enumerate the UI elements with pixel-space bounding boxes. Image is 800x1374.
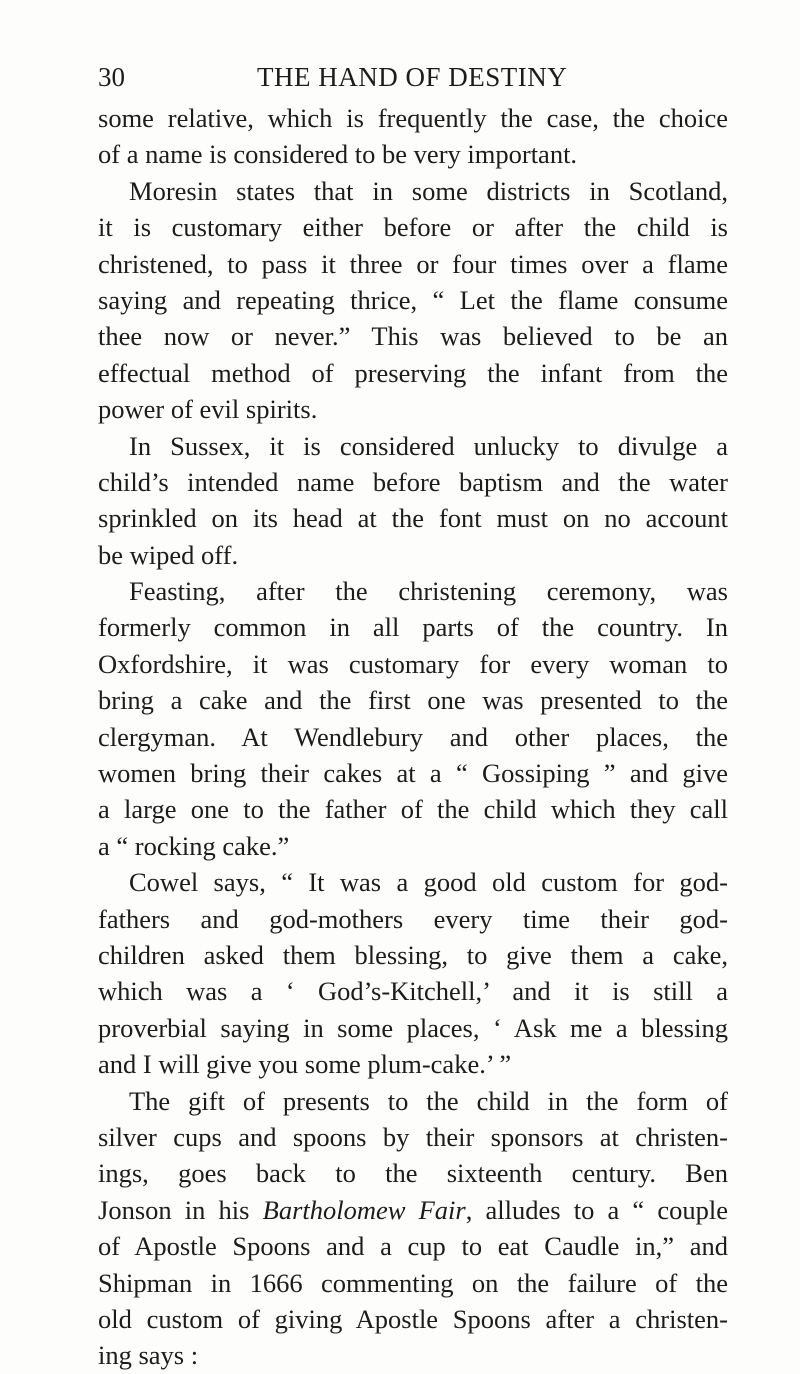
text-line: bring a cake and the first one was presented to the (98, 685, 728, 716)
page-number: 30 (98, 62, 125, 92)
text-line: some relative, which is frequently the case, the choice (98, 103, 728, 133)
text-line: ing says : (98, 1340, 199, 1371)
text-line: and I will give you some plum-cake.’ ” (98, 1049, 512, 1080)
body-text (98, 100, 728, 1374)
text-line: it is customary either before or after the child is (98, 212, 728, 243)
text-line: saying and repeating thrice, “ Let the flame consume (98, 284, 728, 315)
text-line: fathers and god-mothers every time their god- (98, 903, 728, 934)
text-line: silver cups and spoons by their sponsors at christen- (98, 1121, 728, 1152)
text-line-with-title (98, 1192, 728, 1228)
text-line: of Apostle Spoons and a cup to eat Caudle in,” and (98, 1231, 728, 1262)
paragraph-first-line: Feasting, after the christening ceremony, was (129, 576, 728, 607)
text-line: Shipman in 1666 commenting on the failure of the (98, 1267, 728, 1298)
text-line: proverbial saying in some places, ‘ Ask me a blessing (98, 1012, 728, 1043)
paragraph-first-line: Moresin states that in some districts in Scotland, (129, 175, 728, 206)
text-line: thee now or never.” This was believed to be an (98, 321, 728, 352)
text-line: formerly common in all parts of the country. In (98, 612, 728, 643)
text-line: Oxfordshire, it was customary for every woman to (98, 648, 728, 679)
text-line: a “ rocking cake.” (98, 830, 290, 861)
text-line: be wiped off. (98, 539, 239, 570)
text-line: effectual method of preserving the infant from the (98, 357, 728, 388)
running-title: THE HAND OF DESTINY (257, 62, 568, 92)
text-line: child’s intended name before baptism and the water (98, 466, 728, 497)
text-line: children asked them blessing, to give them a cake, (98, 939, 728, 970)
book-title: Bartholomew Fair (262, 1194, 466, 1225)
text-line: sprinkled on its head at the font must on no account (98, 503, 728, 534)
text-line: women bring their cakes at a “ Gossiping ” and give (98, 758, 728, 789)
text-line: which was a ‘ God’s-Kitchell,’ and it is still a (98, 976, 728, 1007)
text-run: , alludes to a “ couple (465, 1194, 728, 1225)
text-line: power of evil spirits. (98, 394, 318, 425)
paragraph-first-line: The gift of presents to the child in the form of (129, 1085, 728, 1116)
paragraph-first-line: In Sussex, it is considered unlucky to divulge a (129, 430, 728, 461)
text-line: christened, to pass it three or four times over a flame (98, 248, 728, 279)
running-head (98, 60, 728, 94)
text-line: ings, goes back to the sixteenth century. Ben (98, 1158, 728, 1189)
paragraph-first-line: Cowel says, “ It was a good old custom for god- (129, 867, 728, 898)
text-line: clergyman. At Wendlebury and other places, the (98, 721, 728, 752)
text-run: Jonson in his (98, 1194, 263, 1225)
text-line: a large one to the father of the child which they call (98, 794, 728, 825)
text-line: of a name is considered to be very important. (98, 139, 578, 170)
text-line: old custom of giving Apostle Spoons after a christen- (98, 1303, 728, 1334)
